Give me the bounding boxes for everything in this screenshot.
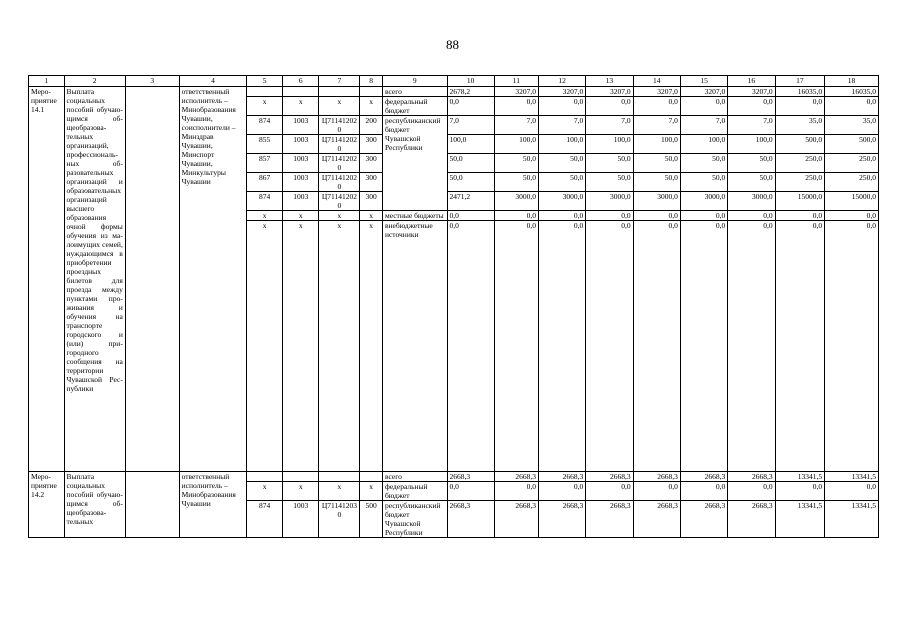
amount-cell: 250,0 (825, 154, 879, 173)
amount-cell: 2668,3 (586, 501, 633, 538)
amount-cell: 0,0 (728, 97, 775, 116)
target-article-cell: x (319, 221, 360, 472)
table-row (29, 87, 879, 97)
budget-code-cell: 857 (247, 154, 283, 173)
amount-cell: 500,0 (775, 135, 824, 154)
amount-cell: 3000,0 (728, 192, 775, 211)
amount-cell: 7,0 (494, 116, 538, 135)
amount-cell: 0,0 (825, 482, 879, 501)
amount-cell: 50,0 (633, 173, 680, 192)
column-number-cell: 13 (586, 76, 633, 87)
section-code-cell: 1003 (282, 173, 319, 192)
budget-code-cell: x (247, 211, 283, 221)
column-number-cell: 7 (319, 76, 360, 87)
amount-cell: 250,0 (775, 173, 824, 192)
amount-cell: 3207,0 (633, 87, 680, 97)
expense-type-cell (360, 472, 383, 482)
table-row (29, 472, 879, 482)
amount-cell: 0,0 (447, 211, 494, 221)
amount-cell: 0,0 (775, 211, 824, 221)
column-number-cell: 10 (447, 76, 494, 87)
amount-cell: 13341,5 (775, 501, 824, 538)
column-number-cell: 18 (825, 76, 879, 87)
expense-type-cell: 200 (360, 116, 383, 135)
amount-cell: 0,0 (775, 482, 824, 501)
column-number-cell: 16 (728, 76, 775, 87)
amount-cell: 2668,3 (538, 501, 585, 538)
target-article-cell: Ц711412020 (319, 135, 360, 154)
amount-cell: 2668,3 (728, 472, 775, 482)
amount-cell: 500,0 (825, 135, 879, 154)
target-article-cell: x (319, 211, 360, 221)
amount-cell: 250,0 (825, 173, 879, 192)
expense-type-cell: x (360, 482, 383, 501)
amount-cell: 0,0 (728, 482, 775, 501)
funding-source-cell: всего (382, 472, 447, 482)
amount-cell: 2668,3 (633, 472, 680, 482)
amount-cell: 3000,0 (586, 192, 633, 211)
amount-cell: 13341,5 (825, 472, 879, 482)
executor-cell: ответственный исполнитель – Минобразования Чувашии (179, 472, 247, 538)
amount-cell: 50,0 (586, 173, 633, 192)
amount-cell: 7,0 (586, 116, 633, 135)
amount-cell: 7,0 (538, 116, 585, 135)
funding-source-cell: республиканский бюджет Чувашской Республики (382, 116, 447, 211)
amount-cell: 0,0 (538, 482, 585, 501)
target-article-cell: Ц711412030 (319, 501, 360, 538)
measure-description-cell: Выплата социальных пособий обучающимся общеобразовательных (64, 472, 125, 538)
column-number-cell: 6 (282, 76, 319, 87)
amount-cell: 2471,2 (447, 192, 494, 211)
amount-cell: 0,0 (447, 221, 494, 472)
amount-cell: 100,0 (494, 135, 538, 154)
amount-cell: 16035,0 (825, 87, 879, 97)
column-number-cell: 1 (29, 76, 65, 87)
amount-cell: 7,0 (728, 116, 775, 135)
column-number-cell: 17 (775, 76, 824, 87)
amount-cell: 0,0 (825, 97, 879, 116)
amount-cell: 50,0 (447, 154, 494, 173)
expense-type-cell: 300 (360, 192, 383, 211)
amount-cell: 100,0 (538, 135, 585, 154)
amount-cell: 0,0 (728, 221, 775, 472)
amount-cell: 2668,3 (586, 472, 633, 482)
section-code-cell: 1003 (282, 116, 319, 135)
amount-cell: 3207,0 (538, 87, 585, 97)
budget-code-cell: 874 (247, 192, 283, 211)
amount-cell: 0,0 (447, 482, 494, 501)
amount-cell: 7,0 (447, 116, 494, 135)
column-number-cell: 2 (64, 76, 125, 87)
amount-cell: 0,0 (586, 221, 633, 472)
amount-cell: 3000,0 (494, 192, 538, 211)
amount-cell: 2668,3 (494, 501, 538, 538)
column-number-cell: 12 (538, 76, 585, 87)
expense-type-cell: x (360, 221, 383, 472)
amount-cell: 0,0 (680, 97, 727, 116)
funding-source-cell: внебюджетные источники (382, 221, 447, 472)
column-number-cell: 14 (633, 76, 680, 87)
amount-cell: 0,0 (538, 221, 585, 472)
column-number-cell: 8 (360, 76, 383, 87)
funding-source-cell: федеральный бюджет (382, 482, 447, 501)
amount-cell: 50,0 (633, 154, 680, 173)
amount-cell: 250,0 (775, 154, 824, 173)
amount-cell: 0,0 (633, 482, 680, 501)
budget-code-cell: 874 (247, 116, 283, 135)
amount-cell: 15000,0 (775, 192, 824, 211)
amount-cell: 0,0 (680, 221, 727, 472)
amount-cell: 50,0 (447, 173, 494, 192)
budget-code-cell: 867 (247, 173, 283, 192)
section-code-cell: 1003 (282, 135, 319, 154)
amount-cell: 0,0 (728, 211, 775, 221)
amount-cell: 2668,3 (680, 472, 727, 482)
amount-cell: 0,0 (633, 97, 680, 116)
amount-cell: 7,0 (633, 116, 680, 135)
target-article-cell: Ц711412020 (319, 116, 360, 135)
budget-code-cell (247, 472, 283, 482)
amount-cell: 2678,2 (447, 87, 494, 97)
amount-cell: 0,0 (825, 211, 879, 221)
section-code-cell: x (282, 211, 319, 221)
column-number-cell: 3 (125, 76, 179, 87)
amount-cell: 2668,3 (447, 472, 494, 482)
amount-cell: 0,0 (586, 482, 633, 501)
funding-source-cell: местные бюджеты (382, 211, 447, 221)
amount-cell: 3207,0 (680, 87, 727, 97)
amount-cell: 0,0 (633, 211, 680, 221)
expense-type-cell: 500 (360, 501, 383, 538)
amount-cell: 0,0 (494, 97, 538, 116)
amount-cell: 2668,3 (447, 501, 494, 538)
funding-source-cell: федеральный бюджет (382, 97, 447, 116)
column-number-row (29, 76, 879, 87)
amount-cell: 0,0 (538, 211, 585, 221)
budget-table (28, 75, 879, 538)
section-code-cell: x (282, 482, 319, 501)
column-number-cell: 15 (680, 76, 727, 87)
amount-cell: 50,0 (538, 154, 585, 173)
amount-cell: 3000,0 (680, 192, 727, 211)
budget-code-cell: x (247, 482, 283, 501)
amount-cell: 0,0 (586, 97, 633, 116)
amount-cell: 50,0 (680, 173, 727, 192)
amount-cell: 2668,3 (633, 501, 680, 538)
amount-cell: 100,0 (633, 135, 680, 154)
amount-cell: 13341,5 (775, 472, 824, 482)
target-article-cell: x (319, 97, 360, 116)
amount-cell: 3000,0 (633, 192, 680, 211)
empty-cell (125, 87, 179, 472)
column-number-cell: 5 (247, 76, 283, 87)
expense-type-cell: 300 (360, 154, 383, 173)
column-number-cell: 9 (382, 76, 447, 87)
section-code-cell: x (282, 221, 319, 472)
measure-code-cell: Мероприятие 14.1 (29, 87, 65, 472)
section-code-cell: 1003 (282, 192, 319, 211)
amount-cell: 50,0 (728, 173, 775, 192)
section-code-cell: 1003 (282, 501, 319, 538)
amount-cell: 0,0 (680, 482, 727, 501)
amount-cell: 2668,3 (680, 501, 727, 538)
amount-cell: 35,0 (825, 116, 879, 135)
section-code-cell: 1003 (282, 154, 319, 173)
amount-cell: 0,0 (447, 97, 494, 116)
amount-cell: 0,0 (586, 211, 633, 221)
section-code-cell: x (282, 97, 319, 116)
expense-type-cell: x (360, 97, 383, 116)
amount-cell: 16035,0 (775, 87, 824, 97)
page-number: 88 (446, 37, 459, 52)
amount-cell: 100,0 (447, 135, 494, 154)
amount-cell: 100,0 (728, 135, 775, 154)
expense-type-cell: x (360, 211, 383, 221)
amount-cell: 0,0 (775, 97, 824, 116)
amount-cell: 0,0 (494, 211, 538, 221)
amount-cell: 2668,3 (494, 472, 538, 482)
amount-cell: 3000,0 (538, 192, 585, 211)
amount-cell: 13341,5 (825, 501, 879, 538)
amount-cell: 0,0 (538, 97, 585, 116)
amount-cell: 0,0 (775, 221, 824, 472)
target-article-cell: Ц711412020 (319, 154, 360, 173)
expense-type-cell: 300 (360, 135, 383, 154)
amount-cell: 0,0 (633, 221, 680, 472)
amount-cell: 3207,0 (494, 87, 538, 97)
expense-type-cell: 300 (360, 173, 383, 192)
amount-cell: 50,0 (494, 173, 538, 192)
amount-cell: 3207,0 (586, 87, 633, 97)
target-article-cell: Ц711412020 (319, 192, 360, 211)
budget-code-cell: x (247, 97, 283, 116)
funding-source-cell: всего (382, 87, 447, 97)
column-number-cell: 11 (494, 76, 538, 87)
amount-cell: 50,0 (538, 173, 585, 192)
amount-cell: 50,0 (680, 154, 727, 173)
empty-cell (125, 472, 179, 538)
budget-code-cell: 874 (247, 501, 283, 538)
budget-code-cell (247, 87, 283, 97)
amount-cell: 0,0 (494, 482, 538, 501)
amount-cell: 50,0 (494, 154, 538, 173)
amount-cell: 100,0 (586, 135, 633, 154)
expense-type-cell (360, 87, 383, 97)
budget-code-cell: x (247, 221, 283, 472)
target-article-cell (319, 87, 360, 97)
budget-code-cell: 855 (247, 135, 283, 154)
funding-source-cell: республиканский бюджет Чувашской Республики (382, 501, 447, 538)
section-code-cell (282, 87, 319, 97)
executor-cell: ответственный исполнитель – Минобразования Чувашии, соисполнители – Минздрав Чувашии, Минспорт Чувашии, Минкультуры Чувашии (179, 87, 247, 472)
amount-cell: 2668,3 (728, 501, 775, 538)
target-article-cell (319, 472, 360, 482)
amount-cell: 0,0 (494, 221, 538, 472)
amount-cell: 35,0 (775, 116, 824, 135)
target-article-cell: Ц711412020 (319, 173, 360, 192)
amount-cell: 15000,0 (825, 192, 879, 211)
column-number-cell: 4 (179, 76, 247, 87)
measure-description-cell: Выплата социальных пособий обучающимся общеобразовательных организаций, профессиональных образовательных организаций и образовательных организаций высшего образования очной формы обучения из малоимущих семей, нуждающимся в приобретении проездных билетов для проезда между пунктами проживания и обучения на транспорте городского и (или) пригородного сообщения на территории Чувашской Республики (64, 87, 125, 472)
amount-cell: 3207,0 (728, 87, 775, 97)
measure-code-cell: Мероприятие 14.2 (29, 472, 65, 538)
target-article-cell: x (319, 482, 360, 501)
amount-cell: 0,0 (680, 211, 727, 221)
section-code-cell (282, 472, 319, 482)
amount-cell: 2668,3 (538, 472, 585, 482)
amount-cell: 7,0 (680, 116, 727, 135)
amount-cell: 100,0 (680, 135, 727, 154)
amount-cell: 0,0 (825, 221, 879, 472)
amount-cell: 50,0 (586, 154, 633, 173)
amount-cell: 50,0 (728, 154, 775, 173)
